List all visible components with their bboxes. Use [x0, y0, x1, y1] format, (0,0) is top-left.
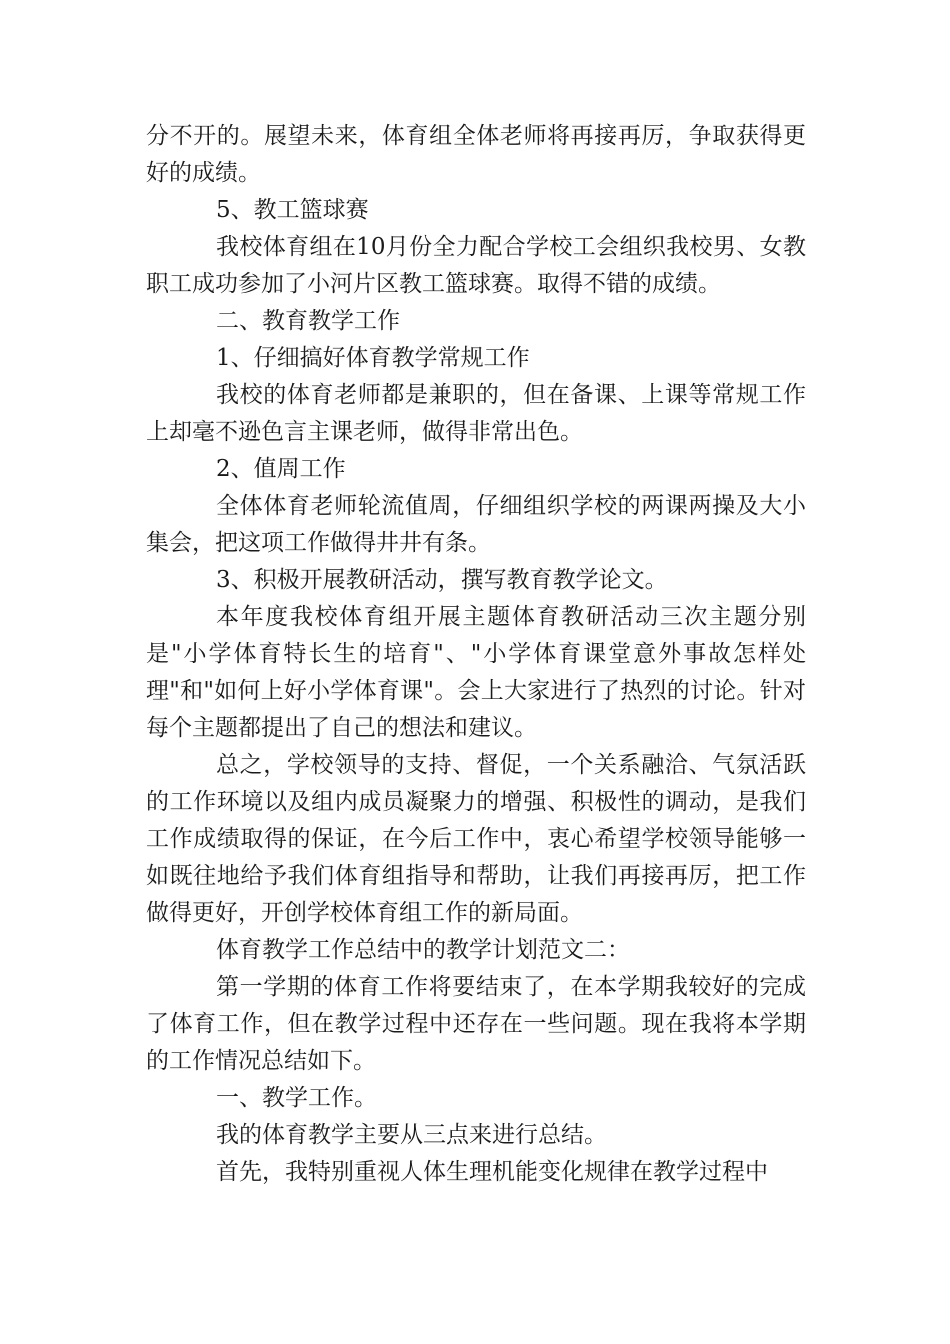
paragraph: 我校的体育老师都是兼职的，但在备课、上课等常规工作上却毫不逊色言主课老师，做得非常出色。: [146, 382, 806, 445]
paragraph: 我的体育教学主要从三点来进行总结。: [216, 1122, 607, 1148]
paragraph: 总之，学校领导的支持、督促，一个关系融洽、气氛活跃的工作环境以及组内成员凝聚力的增强、积极性的调动，是我们工作成绩取得的保证，在今后工作中，衷心希望学校领导能够一如既往地给予我们体育组指导和帮助，让我们再接再厉，把工作做得更好，开创学校体育组工作的新局面。: [146, 752, 806, 926]
section-heading: 1、仔细搞好体育教学常规工作: [216, 345, 530, 371]
section-heading: 体育教学工作总结中的教学计划范文二：: [216, 937, 630, 963]
paragraph: 首先，我特别重视人体生理机能变化规律在教学过程中: [216, 1159, 768, 1185]
section-heading: 5、教工篮球赛: [216, 197, 369, 223]
section-heading: 一、教学工作。: [216, 1085, 377, 1111]
paragraph: 全体体育老师轮流值周，仔细组织学校的两课两操及大小集会，把这项工作做得井井有条。: [146, 493, 806, 556]
paragraph: 第一学期的体育工作将要结束了，在本学期我较好的完成了体育工作，但在教学过程中还存在一些问题。现在我将本学期的工作情况总结如下。: [146, 974, 806, 1074]
section-heading: 2、值周工作: [216, 456, 346, 482]
paragraph: 分不开的。展望未来，体育组全体老师将再接再厉，争取获得更好的成绩。: [146, 123, 806, 186]
section-heading: 二、教育教学工作: [216, 308, 400, 334]
paragraph: 本年度我校体育组开展主题体育教研活动三次主题分别是"小学体育特长生的培育"、"小学体育课堂意外事故怎样处理"和"如何上好小学体育课"。会上大家进行了热烈的讨论。针对每个主题都提出了自己的想法和建议。: [146, 604, 806, 741]
document-body: [146, 118, 806, 1191]
paragraph: 我校体育组在10月份全力配合学校工会组织我校男、女教职工成功参加了小河片区教工篮球赛。取得不错的成绩。: [146, 234, 806, 297]
section-heading: 3、积极开展教研活动，撰写教育教学论文。: [216, 567, 668, 593]
